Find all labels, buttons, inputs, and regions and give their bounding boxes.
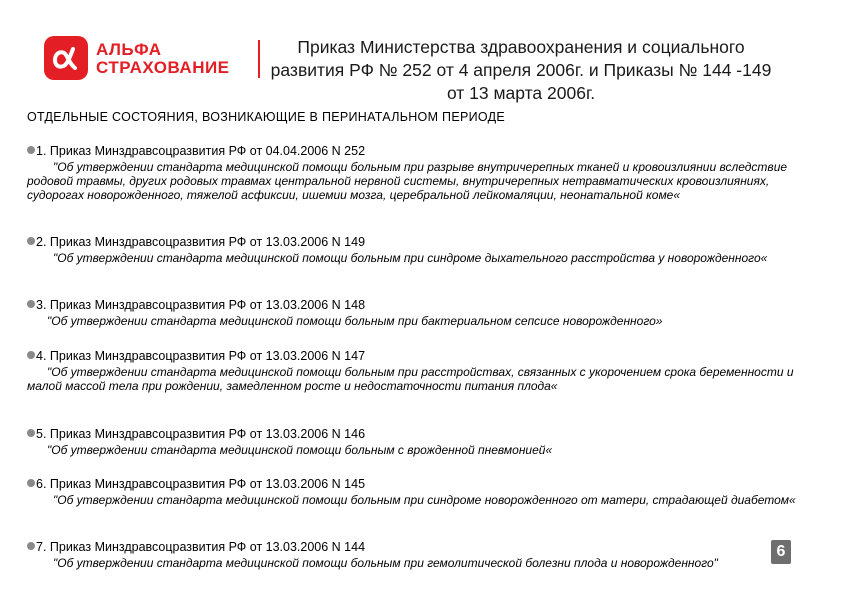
bullet-icon <box>27 351 35 359</box>
list-item <box>27 540 767 570</box>
order-title: 2. Приказ Минздравсоцразвития РФ от 13.03.2006 N 149 <box>36 235 366 249</box>
alfa-strakhovanie-logo <box>44 36 264 82</box>
bullet-icon <box>27 237 35 245</box>
order-description: "Об утверждении стандарта медицинской помощи больным при разрыве внутричерепных тканей и кровоизлиянии вследствие родовой травмы, других родовых травмах центральной нервной системы, внутричерепных нетравматических кровоизлияниях, судорогах новорожденного, тяжелой асфиксии, ишемии мозга, церебральной лейкомаляции, неонатальной коме« <box>27 160 788 202</box>
order-description: "Об утверждении стандарта медицинской помощи больным с врожденной пневмонией« <box>47 443 553 457</box>
order-title: 1. Приказ Минздравсоцразвития РФ от 04.04.2006 N 252 <box>36 144 366 158</box>
bullet-icon <box>27 429 35 437</box>
order-description: "Об утверждении стандарта медицинской помощи больным при синдроме дыхательного расстройства у новорожденного« <box>53 251 768 265</box>
order-title: 4. Приказ Минздравсоцразвития РФ от 13.03.2006 N 147 <box>36 349 366 363</box>
page-number-badge: 6 <box>771 540 791 564</box>
order-description: "Об утверждении стандарта медицинской помощи больным при бактериальном сепсисе новорожденного» <box>47 314 663 328</box>
bullet-icon <box>27 542 35 550</box>
page-title: Приказ Министерства здравоохранения и социального развития РФ № 252 от 4 апреля 2006г. и Приказы № 144 -149 от 13 марта 2006г. <box>270 37 772 103</box>
list-item <box>27 349 827 393</box>
header-divider <box>258 40 260 78</box>
order-description: "Об утверждении стандарта медицинской помощи больным при гемолитической болезни плода и новорожденного" <box>53 556 718 570</box>
list-item <box>27 235 827 265</box>
order-description: "Об утверждении стандарта медицинской помощи больным при расстройствах, связанных с укорочением срока беременности и малой массой тела при рождении, замедленном росте и недостаточности питания плода« <box>27 365 794 393</box>
alfa-logo-icon <box>44 36 88 80</box>
list-item <box>27 298 827 328</box>
bullet-icon <box>27 479 35 487</box>
logo-text-strakhovanie: СТРАХОВАНИЕ <box>96 58 230 77</box>
order-title: 5. Приказ Минздравсоцразвития РФ от 13.03.2006 N 146 <box>36 427 366 441</box>
order-title: 6. Приказ Минздравсоцразвития РФ от 13.03.2006 N 145 <box>36 477 366 491</box>
bullet-icon <box>27 300 35 308</box>
list-item <box>27 427 827 457</box>
order-description: "Об утверждении стандарта медицинской помощи больным при синдроме новорожденного от матери, страдающей диабетом« <box>53 493 796 507</box>
order-title: 3. Приказ Минздравсоцразвития РФ от 13.03.2006 N 148 <box>36 298 366 312</box>
logo-text-alfa: АЛЬФА <box>96 40 162 59</box>
list-item <box>27 477 827 507</box>
list-item <box>27 144 827 202</box>
order-title: 7. Приказ Минздравсоцразвития РФ от 13.03.2006 N 144 <box>36 540 366 554</box>
section-heading: ОТДЕЛЬНЫЕ СОСТОЯНИЯ, ВОЗНИКАЮЩИЕ В ПЕРИНАТАЛЬНОМ ПЕРИОДЕ <box>27 110 506 124</box>
bullet-icon <box>27 146 35 154</box>
